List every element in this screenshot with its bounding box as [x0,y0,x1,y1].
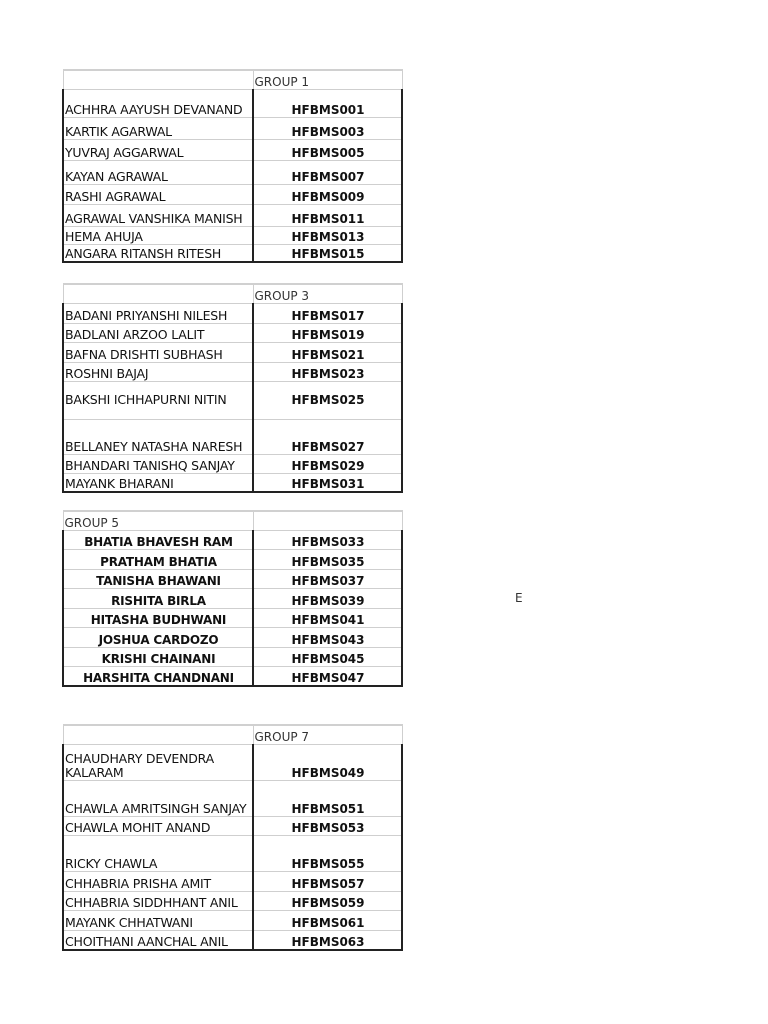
group-header-right[interactable] [253,511,402,530]
student-code-cell[interactable]: HFBMS029 [253,454,402,473]
table-row [63,530,402,549]
student-name-cell[interactable]: ACHHRA AAYUSH DEVANAND [63,89,253,117]
table-row [63,835,402,871]
student-code-cell[interactable]: HFBMS063 [253,930,402,950]
student-name-cell[interactable]: BADANI PRIYANSHI NILESH [63,303,253,323]
table-row [63,930,402,950]
student-name-cell[interactable]: RISHITA BIRLA [63,588,253,608]
table-row [63,454,402,473]
student-code-cell[interactable]: HFBMS037 [253,569,402,588]
student-code-cell[interactable]: HFBMS053 [253,816,402,835]
table-row [63,891,402,910]
group-header-label[interactable]: GROUP 5 [63,511,253,530]
student-code-cell[interactable]: HFBMS043 [253,627,402,647]
table-row [63,117,402,139]
student-code-cell[interactable]: HFBMS057 [253,871,402,891]
table-row [63,780,402,816]
table-row [63,871,402,891]
student-code-cell[interactable]: HFBMS035 [253,549,402,569]
table-row [63,204,402,226]
student-name-cell[interactable]: MAYANK CHHATWANI [63,910,253,930]
student-name-cell[interactable]: CHAWLA MOHIT ANAND [63,816,253,835]
group-1-table [62,69,403,263]
student-name-cell[interactable]: AGRAWAL VANSHIKA MANISH [63,204,253,226]
group-header-left[interactable] [63,284,253,303]
student-name-cell[interactable]: TANISHA BHAWANI [63,569,253,588]
student-code-cell[interactable]: HFBMS007 [253,160,402,184]
student-code-cell[interactable]: HFBMS049 [253,744,402,780]
table-row [63,362,402,381]
student-name-cell[interactable]: KRISHI CHAINANI [63,647,253,666]
table-row [63,244,402,262]
table-row [63,381,402,419]
student-code-cell[interactable]: HFBMS021 [253,342,402,362]
table-row [63,160,402,184]
student-name-cell[interactable]: BELLANEY NATASHA NARESH [63,419,253,454]
student-name-cell[interactable]: CHHABRIA SIDDHHANT ANIL [63,891,253,910]
group-header-left[interactable] [63,70,253,89]
student-code-cell[interactable]: HFBMS005 [253,139,402,160]
student-name-cell[interactable]: BAKSHI ICHHAPURNI NITIN [63,381,253,419]
student-code-cell[interactable]: HFBMS025 [253,381,402,419]
student-code-cell[interactable]: HFBMS027 [253,419,402,454]
table-row [63,303,402,323]
student-code-cell[interactable]: HFBMS001 [253,89,402,117]
student-code-cell[interactable]: HFBMS047 [253,666,402,686]
group-7-table [62,724,403,951]
student-code-cell[interactable]: HFBMS041 [253,608,402,627]
student-name-cell[interactable]: JOSHUA CARDOZO [63,627,253,647]
table-row [63,588,402,608]
group-header-row [63,284,402,303]
table-row [63,323,402,342]
student-name-cell[interactable]: CHAWLA AMRITSINGH SANJAY [63,780,253,816]
table-row [63,342,402,362]
table-row [63,647,402,666]
student-name-cell[interactable]: BHANDARI TANISHQ SANJAY [63,454,253,473]
student-code-cell[interactable]: HFBMS003 [253,117,402,139]
table-row [63,910,402,930]
group-header-row [63,725,402,744]
student-name-cell[interactable]: CHHABRIA PRISHA AMIT [63,871,253,891]
student-name-cell[interactable]: ANGARA RITANSH RITESH [63,244,253,262]
student-code-cell[interactable]: HFBMS033 [253,530,402,549]
student-code-cell[interactable]: HFBMS017 [253,303,402,323]
table-row [63,816,402,835]
student-code-cell[interactable]: HFBMS055 [253,835,402,871]
group-header-label[interactable]: GROUP 1 [253,70,402,89]
student-name-cell[interactable]: MAYANK BHARANI [63,473,253,492]
student-name-cell[interactable]: YUVRAJ AGGARWAL [63,139,253,160]
student-name-cell[interactable]: CHAUDHARY DEVENDRA KALARAM [63,744,253,780]
student-name-cell[interactable]: ROSHNI BAJAJ [63,362,253,381]
student-name-cell[interactable]: HITASHA BUDHWANI [63,608,253,627]
table-row [63,666,402,686]
student-code-cell[interactable]: HFBMS031 [253,473,402,492]
group-header-left[interactable] [63,725,253,744]
student-name-cell[interactable]: BAFNA DRISHTI SUBHASH [63,342,253,362]
student-code-cell[interactable]: HFBMS015 [253,244,402,262]
student-code-cell[interactable]: HFBMS059 [253,891,402,910]
group-header-row [63,70,402,89]
table-row [63,473,402,492]
student-code-cell[interactable]: HFBMS045 [253,647,402,666]
table-row [63,569,402,588]
student-name-cell[interactable]: HARSHITA CHANDNANI [63,666,253,686]
student-name-cell[interactable]: PRATHAM BHATIA [63,549,253,569]
student-name-cell[interactable]: CHOITHANI AANCHAL ANIL [63,930,253,950]
table-row [63,627,402,647]
student-name-cell[interactable]: KARTIK AGARWAL [63,117,253,139]
table-row [63,744,402,780]
group-header-row [63,511,402,530]
group-5-table [62,510,403,687]
student-code-cell[interactable]: HFBMS061 [253,910,402,930]
group-header-label[interactable]: GROUP 3 [253,284,402,303]
student-code-cell[interactable]: HFBMS019 [253,323,402,342]
group-header-label[interactable]: GROUP 7 [253,725,402,744]
student-code-cell[interactable]: HFBMS023 [253,362,402,381]
table-row [63,226,402,244]
table-row [63,549,402,569]
student-name-cell[interactable]: BADLANI ARZOO LALIT [63,323,253,342]
student-name-cell[interactable]: RASHI AGRAWAL [63,184,253,204]
student-code-cell[interactable]: HFBMS039 [253,588,402,608]
student-name-cell[interactable]: RICKY CHAWLA [63,835,253,871]
table-row [63,608,402,627]
group-3-table [62,283,403,493]
stray-text: E [515,591,523,605]
student-code-cell[interactable]: HFBMS013 [253,226,402,244]
table-row [63,184,402,204]
student-code-cell[interactable]: HFBMS051 [253,780,402,816]
student-name-cell[interactable]: HEMA AHUJA [63,226,253,244]
student-name-cell[interactable]: BHATIA BHAVESH RAM [63,530,253,549]
table-row [63,89,402,117]
table-row [63,139,402,160]
student-name-cell[interactable]: KAYAN AGRAWAL [63,160,253,184]
student-code-cell[interactable]: HFBMS009 [253,184,402,204]
table-row [63,419,402,454]
student-code-cell[interactable]: HFBMS011 [253,204,402,226]
